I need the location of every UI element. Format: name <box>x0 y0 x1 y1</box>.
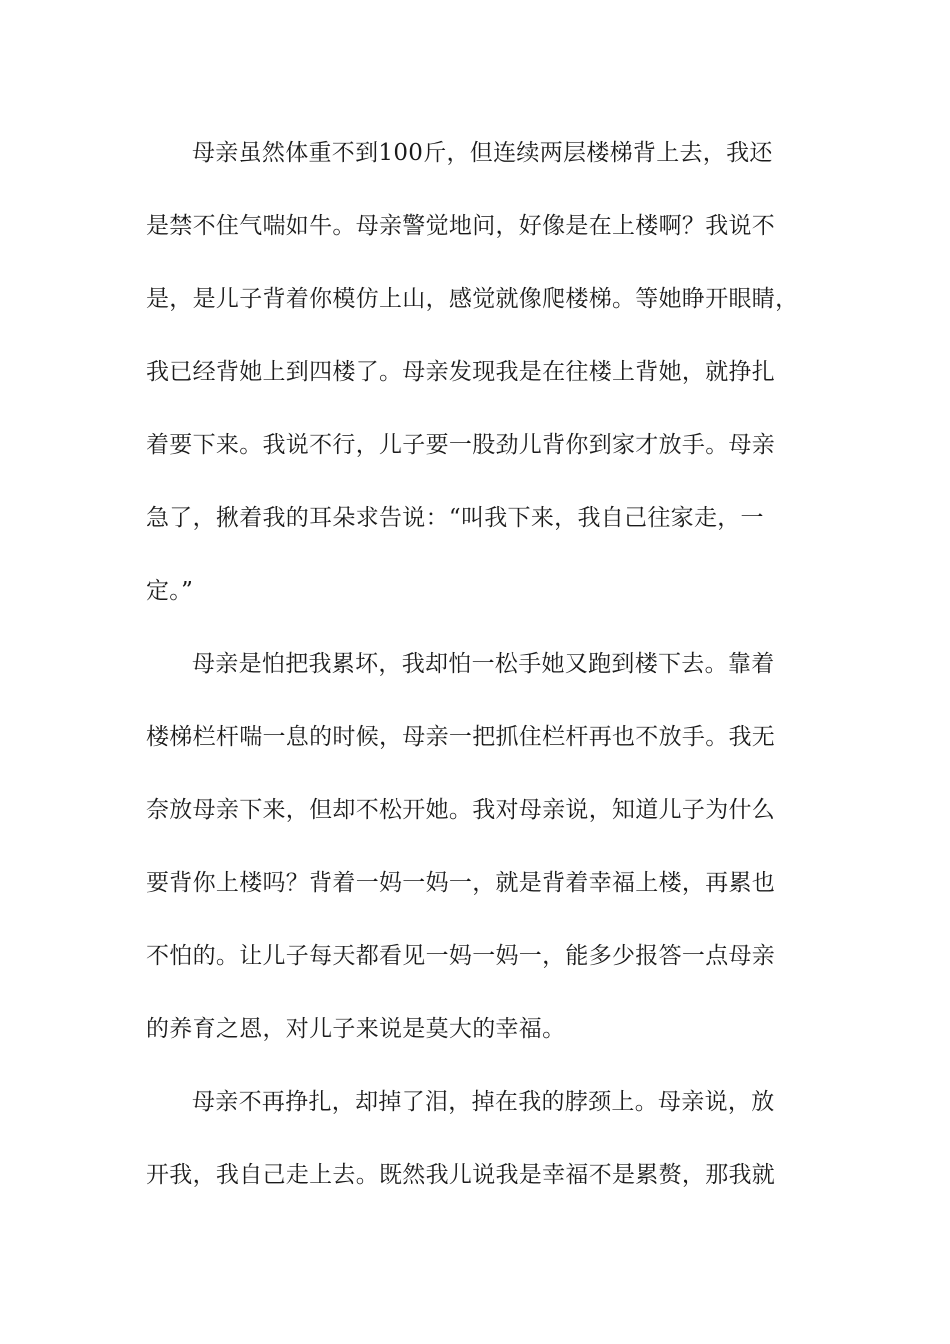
text-line: 要背你上楼吗？背着一妈一妈一，就是背着幸福上楼，再累也 <box>146 870 776 896</box>
text-line: 不怕的。让儿子每天都看见一妈一妈一，能多少报答一点母亲 <box>146 943 776 969</box>
text-line: 急了，揪着我的耳朵求告说：“叫我下来，我自己往家走，一 <box>146 505 764 531</box>
text-line: 我已经背她上到四楼了。母亲发现我是在往楼上背她，就挣扎 <box>146 359 776 385</box>
text-line: 开我，我自己走上去。既然我儿说我是幸福不是累赘，那我就 <box>146 1162 776 1188</box>
text-line: 是禁不住气喘如牛。母亲警觉地问，好像是在上楼啊？我说不 <box>146 213 776 239</box>
text-line: 奈放母亲下来，但却不松开她。我对母亲说，知道儿子为什么 <box>146 797 776 823</box>
text-line: 是，是儿子背着你模仿上山，感觉就像爬楼梯。等她睁开眼睛， <box>146 286 799 312</box>
text-line: 母亲是怕把我累坏，我却怕一松手她又跑到楼下去。靠着 <box>192 651 775 677</box>
text-line: 楼梯栏杆喘一息的时候，母亲一把抓住栏杆再也不放手。我无 <box>146 724 776 750</box>
text-line: 母亲不再挣扎，却掉了泪，掉在我的脖颈上。母亲说，放 <box>192 1089 775 1115</box>
text-line: 定。” <box>146 578 194 604</box>
text-line: 母亲虽然体重不到100斤，但连续两层楼梯背上去，我还 <box>192 140 773 166</box>
text-line: 着要下来。我说不行，儿子要一股劲儿背你到家才放手。母亲 <box>146 432 776 458</box>
text-line: 的养育之恩，对儿子来说是莫大的幸福。 <box>146 1016 566 1042</box>
